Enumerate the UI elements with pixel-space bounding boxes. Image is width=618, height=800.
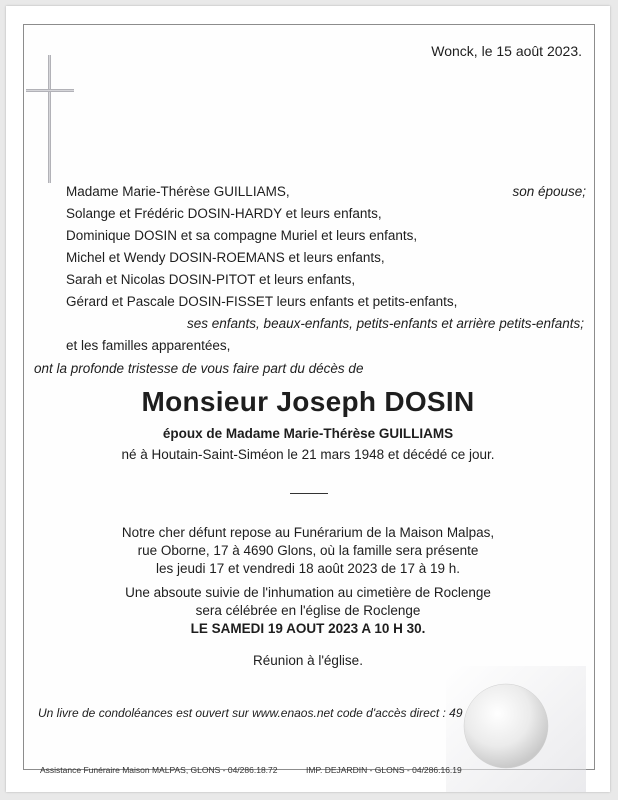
- deceased-name: Monsieur Joseph DOSIN: [141, 386, 475, 417]
- cross-icon-bar: [26, 89, 74, 92]
- family-line: Dominique DOSIN et sa compagne Muriel et leurs enfants,: [66, 228, 418, 243]
- children-role: ses enfants, beaux-enfants, petits-enfants et arrière petits-enfants;: [187, 316, 584, 331]
- candle-sphere-decoration: [446, 666, 586, 792]
- condolences-note: Un livre de condoléances est ouvert sur www.enaos.net code d'accès direct : 49: [38, 706, 463, 720]
- relatives-line: et les familles apparentées,: [66, 338, 231, 353]
- ceremony-datetime: LE SAMEDI 19 AOUT 2023 A 10 H 30.: [190, 621, 426, 636]
- family-line: Sarah et Nicolas DOSIN-PITOT et leurs enfants,: [66, 272, 356, 287]
- family-line-spouse: Madame Marie-Thérèse GUILLIAMS, son épouse;: [66, 181, 586, 203]
- funeral-home-footer: Assistance Funéraire Maison MALPAS, GLONS - 04/286.18.72: [40, 765, 278, 775]
- family-line: Michel et Wendy DOSIN-ROEMANS et leurs enfants,: [66, 250, 385, 265]
- family-line: Gérard et Pascale DOSIN-FISSET leurs enfants et petits-enfants,: [66, 294, 458, 309]
- ceremony-line: Une absoute suivie de l'inhumation au cimetière de Roclenge: [125, 585, 491, 600]
- printer-footer: IMP. DEJARDIN - GLONS - 04/286.16.19: [306, 765, 462, 775]
- ceremony-line: sera célébrée en l'église de Roclenge: [195, 603, 421, 618]
- rest-line: Notre cher défunt repose au Funérarium de la Maison Malpas,: [121, 525, 495, 540]
- divider: [290, 493, 328, 494]
- birth-line: né à Houtain-Saint-Siméon le 21 mars 1948 et décédé ce jour.: [121, 447, 495, 462]
- spouse-line: époux de Madame Marie-Thérèse GUILLIAMS: [162, 426, 454, 441]
- family-list: [66, 181, 586, 357]
- reunion-line: Réunion à l'église.: [253, 653, 363, 668]
- family-line: Solange et Frédéric DOSIN-HARDY et leurs enfants,: [66, 206, 382, 221]
- rest-line: les jeudi 17 et vendredi 18 août 2023 de 17 à 19 h.: [156, 561, 460, 576]
- announcement-intro: ont la profonde tristesse de vous faire part du décès de: [34, 361, 364, 376]
- place-date: Wonck, le 15 août 2023.: [431, 43, 582, 59]
- spouse-role: son épouse;: [512, 184, 586, 199]
- rest-line: rue Oborne, 17 à 4690 Glons, où la famille sera présente: [137, 543, 479, 558]
- funeral-details: [6, 524, 610, 670]
- obituary-page: [6, 6, 610, 792]
- cross-icon: [48, 55, 51, 183]
